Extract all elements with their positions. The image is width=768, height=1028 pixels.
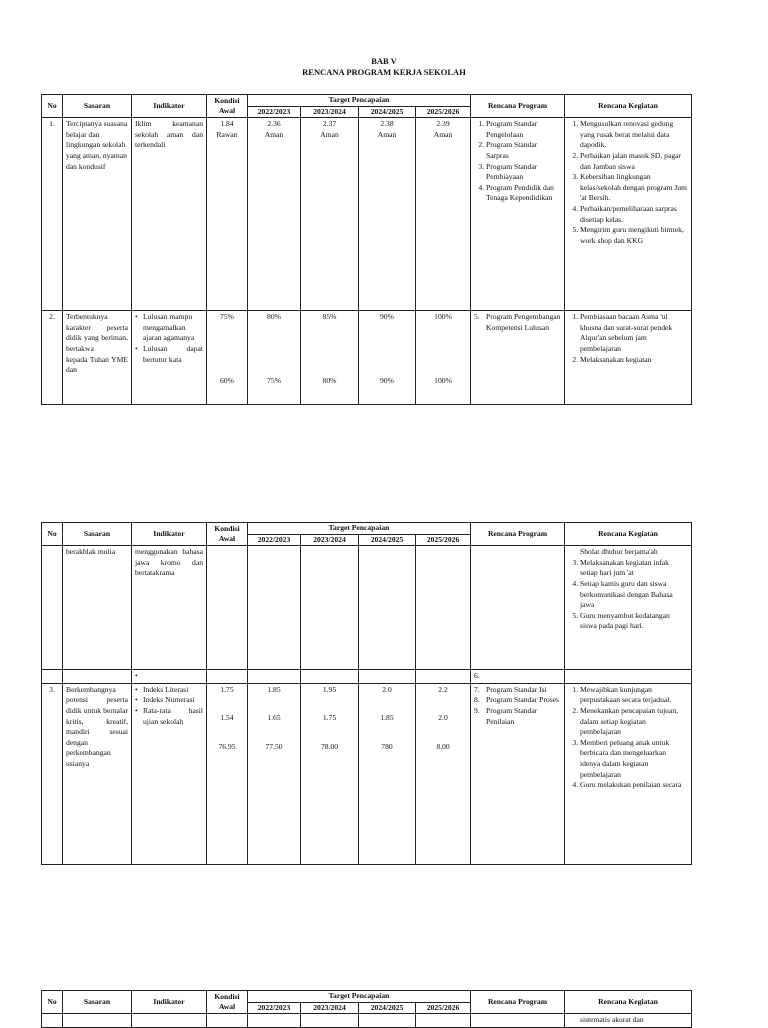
program-table-page-3 xyxy=(41,990,692,1028)
target-cell: 1.85 1.65 77.50 xyxy=(248,683,301,864)
indikator-cell xyxy=(132,1014,207,1028)
list-item: • Indeks Literasi xyxy=(143,685,203,696)
target-cell xyxy=(416,546,471,670)
table-row xyxy=(42,683,692,864)
target-cell xyxy=(416,1014,471,1028)
row-number xyxy=(42,670,63,684)
list-item: • Indeks Numerasi xyxy=(143,695,203,706)
header-indikator: Indikator xyxy=(132,991,207,1014)
list-item: 2. Program Standar Sarpras xyxy=(486,140,561,161)
header-target: Target Pencapaian xyxy=(248,991,471,1003)
list-item: 1. Program Standar Pengelolaan xyxy=(486,119,561,140)
header-year: 2023/2024 xyxy=(301,1002,359,1014)
list-item: 1. Pembiasaan bacaan Asma 'ul khusna dan surat-surat pendek Alqur'an sebelum jam pembelajaran xyxy=(580,312,688,354)
row-number: 1. xyxy=(42,118,63,311)
kondisi-cell: 1.84 Rawan xyxy=(207,118,248,311)
kegiatan-cell xyxy=(565,670,692,684)
list-item: 4. Perbaikan/pemeliharaan sarpras disetiap kelas. xyxy=(580,204,688,225)
program-table-page-1 xyxy=(41,94,692,405)
list-item: 5. Mengirim guru mengikuti bimtek, work shop dan KKG xyxy=(580,225,688,246)
header-sasaran: Sasaran xyxy=(63,991,132,1014)
list-item: • Lulusan mampu mengamalkan ajaran agamanya xyxy=(143,312,203,344)
kegiatan-cell xyxy=(565,546,692,670)
program-cell xyxy=(471,118,565,311)
kondisi-cell xyxy=(207,546,248,670)
list-item: 4. Setiap kamis guru dan siswa berkomunikasi dengan Bahasa jawa xyxy=(580,579,688,611)
header-target: Target Pencapaian xyxy=(248,523,471,535)
target-cell xyxy=(248,1014,301,1028)
program-cell: 5. Program Pengembangan Kompetensi Lulusan xyxy=(471,311,565,405)
target-cell: 2.37 Aman xyxy=(301,118,359,311)
row-number xyxy=(42,1014,63,1028)
target-cell: 2.36 Aman xyxy=(248,118,301,311)
target-cell: 2.39 Aman xyxy=(416,118,471,311)
table-row xyxy=(42,118,692,311)
target-cell: 100% 100% xyxy=(416,311,471,405)
list-item: 1. Mewajibkan kunjungan perpustakaan secara terjadual. xyxy=(580,685,688,706)
header-indikator: Indikator xyxy=(132,523,207,546)
target-cell xyxy=(301,670,359,684)
kondisi-cell xyxy=(207,670,248,684)
list-item: Program Standar Penilaian xyxy=(486,705,538,726)
table-row xyxy=(42,670,692,684)
header-year: 2022/2023 xyxy=(248,106,301,118)
header-kondisi-awal: Kondisi Awal xyxy=(207,991,248,1014)
chapter-title: BAB V xyxy=(371,56,397,66)
header-rencana-program: Rencana Program xyxy=(471,95,565,118)
list-item: 4. Guru melakukan penilaian secara xyxy=(580,780,688,791)
list-item: • Rata-rata hasil ujian sekolah xyxy=(143,706,203,727)
table-row xyxy=(42,311,692,405)
target-cell xyxy=(301,1014,359,1028)
kegiatan-cell xyxy=(565,1014,692,1028)
program-cell xyxy=(471,546,565,670)
header-target: Target Pencapaian xyxy=(248,95,471,107)
header-no: No xyxy=(42,991,63,1014)
list-item: Sholat dhuhur berjama'ah xyxy=(580,547,658,557)
header-year: 2025/2026 xyxy=(416,1002,471,1014)
target-cell xyxy=(359,1014,416,1028)
indikator-cell: menggunakan bahasa jawa kromo dan bertatakrama xyxy=(132,546,207,670)
target-cell: 90% 90% xyxy=(359,311,416,405)
bullet-icon: • xyxy=(135,671,138,681)
sasaran-cell xyxy=(63,1014,132,1028)
target-cell: 80% 75% xyxy=(248,311,301,405)
sasaran-cell: berakhlak mulia xyxy=(63,546,132,670)
kegiatan-cell xyxy=(565,311,692,405)
header-kondisi-awal: Kondisi Awal xyxy=(207,95,248,118)
list-item: 2. Perbaikan jalan masuk SD, pagar dan Jamban siswa xyxy=(580,151,688,172)
row-number xyxy=(42,546,63,670)
header-rencana-kegiatan: Rencana Kegiatan xyxy=(565,95,692,118)
header-year: 2022/2023 xyxy=(248,534,301,546)
sasaran-cell xyxy=(63,670,132,684)
list-item: 5. Guru menyambut kedatangan siswa pada pagi hari. xyxy=(580,611,688,632)
list-item: 2. Melaksanakan kegiatan xyxy=(580,355,688,366)
indikator-cell: Iklim keamanan sekolah aman dan terkendali xyxy=(132,118,207,311)
indikator-cell xyxy=(132,311,207,405)
header-no: No xyxy=(42,523,63,546)
header-rencana-kegiatan: Rencana Kegiatan xyxy=(565,991,692,1014)
kegiatan-cell xyxy=(565,118,692,311)
program-cell: 6. xyxy=(471,670,565,684)
table-row xyxy=(42,1014,692,1028)
list-item: • Lulusan dapat bertutur kata xyxy=(143,344,203,365)
kegiatan-cell xyxy=(565,683,692,864)
document-title: RENCANA PROGRAM KERJA SEKOLAH xyxy=(302,67,466,77)
header-indikator: Indikator xyxy=(132,95,207,118)
row-number: 3. xyxy=(42,683,63,864)
program-cell xyxy=(471,1014,565,1028)
header-year: 2024/2025 xyxy=(359,534,416,546)
target-cell xyxy=(416,670,471,684)
header-year: 2024/2025 xyxy=(359,106,416,118)
target-cell xyxy=(359,546,416,670)
target-cell: 2.0 1.85 780 xyxy=(359,683,416,864)
target-cell xyxy=(248,670,301,684)
program-cell: 7. Program Standar Isi 8. Program Standar Proses 9. Program Standar Penilaian xyxy=(471,683,565,864)
list-item: 2. Menekankan pencapaian tujuan, dalam setiap kegiatan pembelajaran xyxy=(580,706,688,738)
list-item: Program Standar Isi xyxy=(486,684,547,694)
header-year: 2025/2026 xyxy=(416,534,471,546)
header-no: No xyxy=(42,95,63,118)
kondisi-cell: 1.75 1.54 76.95 xyxy=(207,683,248,864)
header-year: 2023/2024 xyxy=(301,534,359,546)
target-cell: 2.2 2.0 8.00 xyxy=(416,683,471,864)
header-year: 2023/2024 xyxy=(301,106,359,118)
header-year: 2024/2025 xyxy=(359,1002,416,1014)
sasaran-cell: Terciptanya suasana belajar dan lingkungan sekolah yang aman, nyaman dan kondusif xyxy=(63,118,132,311)
target-cell xyxy=(248,546,301,670)
list-item: 3. Program Standar Pembiayaan xyxy=(486,162,561,183)
target-cell xyxy=(359,670,416,684)
indikator-cell xyxy=(132,670,207,684)
list-item: 4. Program Pendidik dan Tenaga Kependidikan xyxy=(486,183,561,204)
list-item: 1. Mengusulkan renovasi gedung yang rusak berat melalui data dapodik. xyxy=(580,119,688,151)
header-rencana-program: Rencana Program xyxy=(471,991,565,1014)
indikator-cell xyxy=(132,683,207,864)
target-cell: 1.95 1.75 78.00 xyxy=(301,683,359,864)
list-item: 3. Melaksanakan kegiatan infak setiap hari jum 'at xyxy=(580,558,688,579)
header-rencana-program: Rencana Program xyxy=(471,523,565,546)
header-sasaran: Sasaran xyxy=(63,95,132,118)
header-sasaran: Sasaran xyxy=(63,523,132,546)
header-year: 2022/2023 xyxy=(248,1002,301,1014)
kondisi-cell: 75% 60% xyxy=(207,311,248,405)
list-item: 3. Memberi peluang anak untuk berbicara dan mengeluarkan idenya dalam kegiatan pembelajaran xyxy=(580,738,688,780)
target-cell: 2.38 Aman xyxy=(359,118,416,311)
list-item: Program Pengembangan Kompetensi Lulusan xyxy=(486,312,561,332)
sasaran-cell: Terbentuknya karakter peserta didik yang beriman, bertakwa kepada Tuhan YME dan xyxy=(63,311,132,405)
kondisi-cell xyxy=(207,1014,248,1028)
row-number: 2. xyxy=(42,311,63,405)
sasaran-cell: Berkembangnya potensi peserta didik untuk bernalar kritis, kreatif, mandiri sesuai dengan perkembangan usianya xyxy=(63,683,132,864)
program-table-page-2 xyxy=(41,522,692,865)
header-year: 2025/2026 xyxy=(416,106,471,118)
target-cell xyxy=(301,546,359,670)
header-rencana-kegiatan: Rencana Kegiatan xyxy=(565,523,692,546)
target-cell: 85% 80% xyxy=(301,311,359,405)
list-item: Program Standar Proses xyxy=(486,695,559,705)
list-item: 3. Kebersihan lingkungan kelas/sekolah dengan program Jum 'at Bersih. xyxy=(580,172,688,204)
table-row xyxy=(42,546,692,670)
list-item: sistematis akurat dan xyxy=(580,1015,644,1025)
header-kondisi-awal: Kondisi Awal xyxy=(207,523,248,546)
